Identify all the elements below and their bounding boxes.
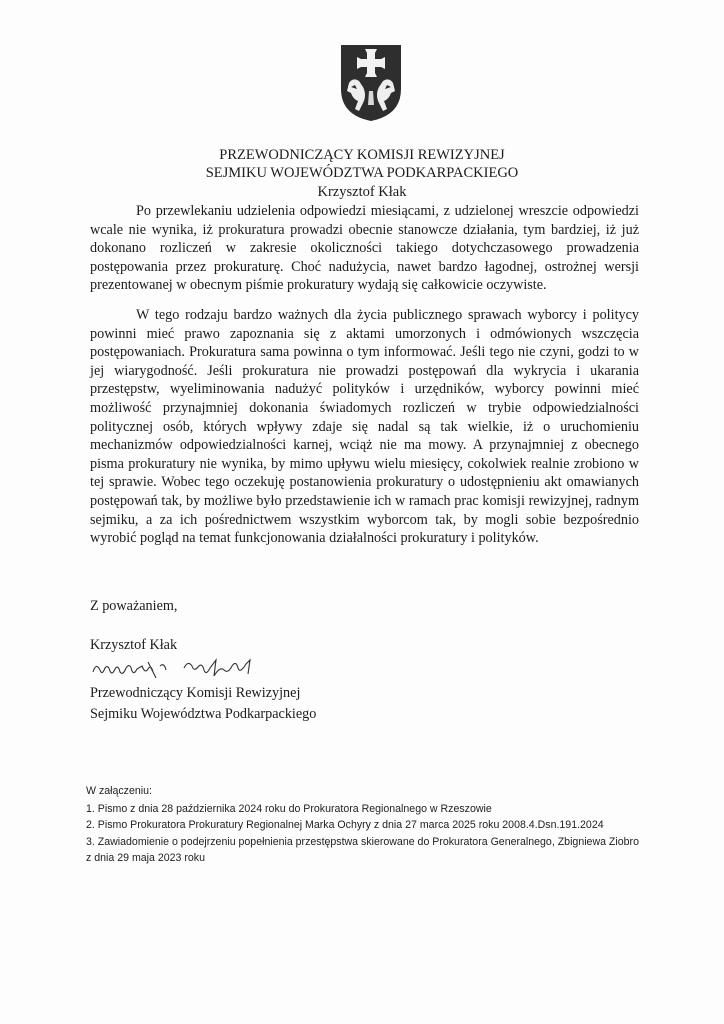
attachment-item-2: 2. Pismo Prokuratora Prokuratury Regionalnej Marka Ochyry z dnia 27 marca 2025 roku 2008.4.Dsn.191.2024 [86,819,604,832]
letterhead-title-line-1: PRZEWODNICZĄCY KOMISJI REWIZYJNEJ [219,147,505,163]
handwritten-signature [90,656,260,682]
body-paragraph-2: W tego rodzaju bardzo ważnych dla życia publicznego sprawach wyborcy i politycy powinni mieć prawo zapoznania się z aktami umorzonych i odmówionych wszczęcia postępowaniach. Prokuratura sama powinna o tym informować. Jeśli tego nie czyni, godzi to w jej wiarygodność. Jeśli prokuratura nie prowadzi postępowań dla wykrycia i ukarania przestępstw, wyeliminowania nadużyć polityków i urzędników, wyborcy powinni mieć możliwość przynajmniej dokonania świadomych rozliczeń w trybie odpowiedzialności politycznej osób, których wpływy zdaje się nadal są tak wielkie, iż o uruchomieniu mechanizmów odpowiedzialności karnej, wciąż nie ma mowy. A przynajmniej z obecnego pisma prokuratury nie wynika, by mimo upływu wielu miesięcy, cokolwiek realnie zrobiono w tej sprawie. Wobec tego oczekuję postanowienia prokuratury o udostępnieniu akt omawianych postępowań tak, by możliwe było przedstawienie ich w ramach prac komisji rewizyjnej, radnym sejmiku, a za ich pośrednictwem wszystkim wyborcom tak, by mogli sobie bezpośrednio wyrobić pogląd na temat funkcjonowania działalności prokuratury i polityków. [90,307,639,547]
letterhead-author-name: Krzysztof Kłak [317,184,407,200]
body-paragraph-1: Po przewlekaniu udzielenia odpowiedzi miesiącami, z udzielonej wreszcie odpowiedzi wcale nie wynika, iż prokuratura prowadzi obecnie stanowcze działania, tym bardziej, iż już dokonano rozliczeń w zakresie okoliczności takiego dotychczasowego prowadzenia postępowania przez prokuraturę. Choć nadużycia, nawet bardzo łagodnej, ostrożnej wersji prezentowanej w obecnym piśmie prokuratury wydają się całkowicie oczywiste. [90,203,639,294]
attachments-heading: W załączeniu: [86,785,152,797]
attachment-item-1: 1. Pismo z dnia 28 października 2024 roku do Prokuratora Regionalnego w Rzeszowie [86,803,492,815]
closing-greeting: Z poważaniem, [90,598,178,614]
signatory-name: Krzysztof Kłak [90,637,178,653]
coat-of-arms-icon [339,43,403,123]
signatory-title-line-2: Sejmiku Województwa Podkarpackiego [90,706,317,722]
attachments-list [86,801,646,866]
letterhead-title-line-2: SEJMIKU WOJEWÓDZTWA PODKARPACKIEGO [205,165,519,181]
signatory-title-line-1: Przewodniczący Komisji Rewizyjnej [90,685,301,701]
attachment-item-3: 3. Zawiadomienie o podejrzeniu popełnienia przestępstwa skierowane do Prokuratora Generalnego, Zbigniewa Ziobro z dnia 29 maja 2023 roku [86,835,639,864]
